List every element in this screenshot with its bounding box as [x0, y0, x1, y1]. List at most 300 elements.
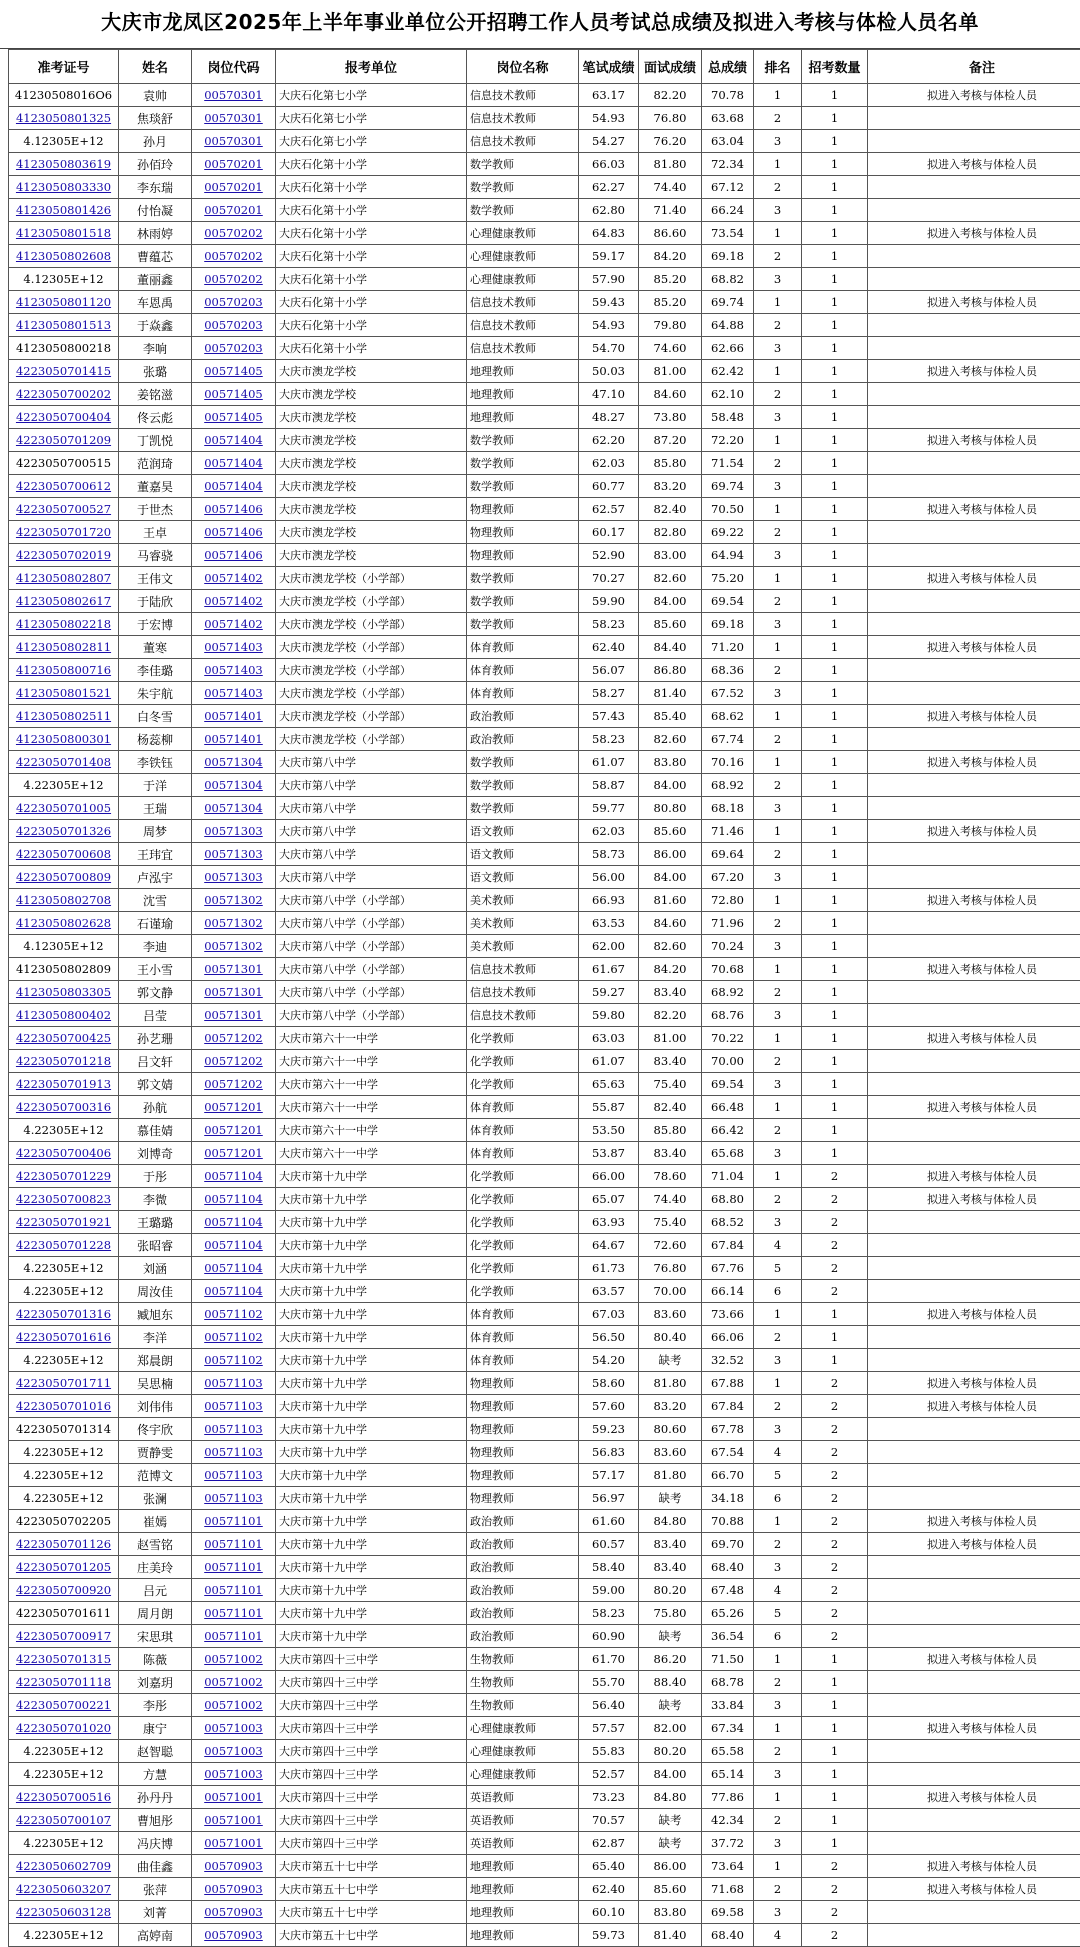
cell-exam-id: [9, 1326, 119, 1349]
exam-id-link[interactable]: 4223050701005: [16, 801, 111, 815]
position-code-link[interactable]: 00571403: [204, 640, 263, 654]
cell-rank: 2: [754, 1326, 802, 1349]
cell-interview-score: 80.40: [639, 1326, 702, 1349]
exam-id-link[interactable]: 4223050700516: [16, 1790, 111, 1804]
position-code-link[interactable]: 00571103: [204, 1376, 263, 1390]
table-row: [9, 751, 1080, 774]
table-row: [9, 1648, 1080, 1671]
cell-rank: 6: [754, 1625, 802, 1648]
cell-position-name: 信息技术教师: [467, 1004, 579, 1027]
cell-unit: 大庆石化第十小学: [276, 199, 467, 222]
cell-quota: 2: [802, 1418, 868, 1441]
cell-interview-score: 81.00: [639, 360, 702, 383]
position-code-link[interactable]: 00571102: [204, 1353, 263, 1367]
position-code-link[interactable]: 00571201: [204, 1123, 263, 1137]
exam-id-link[interactable]: 4123050801120: [16, 295, 111, 309]
position-code-link[interactable]: 00571003: [204, 1744, 263, 1758]
cell-position-code: [192, 1004, 276, 1027]
exam-id-link[interactable]: 4223050702019: [16, 548, 111, 562]
cell-quota: 2: [802, 1234, 868, 1257]
cell-name: 付怡凝: [119, 199, 192, 222]
position-code-link[interactable]: 00571103: [204, 1491, 263, 1505]
position-code-link[interactable]: 00570301: [204, 134, 263, 148]
position-code-link[interactable]: 00570202: [204, 249, 263, 263]
table-row: [9, 268, 1080, 291]
cell-name: 车恩禹: [119, 291, 192, 314]
position-code-link[interactable]: 00570203: [204, 341, 263, 355]
position-code-link[interactable]: 00571201: [204, 1146, 263, 1160]
cell-position-code: [192, 866, 276, 889]
position-code-link[interactable]: 00571102: [204, 1330, 263, 1344]
exam-id-link[interactable]: 4223050700823: [16, 1192, 111, 1206]
exam-id-link[interactable]: 4223050701711: [16, 1376, 111, 1390]
exam-id-link[interactable]: 4123050801518: [16, 226, 111, 240]
position-code-link[interactable]: 00571103: [204, 1422, 263, 1436]
exam-id-link[interactable]: 4123050803305: [16, 985, 111, 999]
cell-remark: 拟进入考核与体检人员: [868, 1533, 1080, 1556]
cell-total-score: 62.10: [702, 383, 754, 406]
table-row: [9, 981, 1080, 1004]
cell-remark: [868, 981, 1080, 1004]
position-code-link[interactable]: 00571405: [204, 387, 263, 401]
cell-interview-score: 85.60: [639, 820, 702, 843]
position-code-link[interactable]: 00571001: [204, 1790, 263, 1804]
exam-id-link[interactable]: 4223050700202: [16, 387, 111, 401]
exam-id-link[interactable]: 4223050701408: [16, 755, 111, 769]
cell-position-code: [192, 981, 276, 1004]
position-code-link[interactable]: 00570201: [204, 203, 263, 217]
cell-total-score: 69.54: [702, 590, 754, 613]
cell-interview-score: 86.00: [639, 843, 702, 866]
cell-written-score: 63.17: [579, 84, 639, 107]
cell-unit: 大庆市澳龙学校（小学部）: [276, 590, 467, 613]
exam-id-link[interactable]: 4223050700917: [16, 1629, 111, 1643]
cell-interview-score: 85.20: [639, 268, 702, 291]
cell-exam-id: [9, 1901, 119, 1924]
exam-id-link[interactable]: 4223050701921: [16, 1215, 111, 1229]
cell-quota: 2: [802, 1533, 868, 1556]
cell-total-score: 68.92: [702, 774, 754, 797]
table-row: [9, 1901, 1080, 1924]
position-code-link[interactable]: 00571101: [204, 1629, 263, 1643]
cell-quota: 1: [802, 383, 868, 406]
cell-exam-id: 4.12305E+12: [9, 935, 119, 958]
cell-position-code: [192, 222, 276, 245]
position-code-link[interactable]: 00571002: [204, 1652, 263, 1666]
exam-id-link[interactable]: 4223050700809: [16, 870, 111, 884]
exam-id-link[interactable]: 4123050802218: [16, 617, 111, 631]
position-code-link[interactable]: 00571002: [204, 1675, 263, 1689]
position-code-link[interactable]: 00570903: [204, 1928, 263, 1942]
cell-unit: 大庆市第十九中学: [276, 1464, 467, 1487]
cell-unit: 大庆市第八中学: [276, 866, 467, 889]
position-code-link[interactable]: 00571405: [204, 364, 263, 378]
cell-rank: 1: [754, 1786, 802, 1809]
cell-interview-score: 86.60: [639, 222, 702, 245]
position-code-link[interactable]: 00571101: [204, 1537, 263, 1551]
cell-total-score: 68.76: [702, 1004, 754, 1027]
cell-total-score: 65.26: [702, 1602, 754, 1625]
exam-id-link[interactable]: 4223050701316: [16, 1307, 111, 1321]
cell-position-name: 美术教师: [467, 912, 579, 935]
position-code-link[interactable]: 00571402: [204, 571, 263, 585]
cell-unit: 大庆市澳龙学校（小学部）: [276, 705, 467, 728]
position-code-link[interactable]: 00571103: [204, 1468, 263, 1482]
cell-name: 白冬雪: [119, 705, 192, 728]
cell-position-name: 语文教师: [467, 866, 579, 889]
cell-name: 李东瑞: [119, 176, 192, 199]
cell-remark: 拟进入考核与体检人员: [868, 1395, 1080, 1418]
exam-id-link[interactable]: 4223050701228: [16, 1238, 111, 1252]
cell-exam-id: 4.22305E+12: [9, 1924, 119, 1947]
cell-position-code: [192, 1556, 276, 1579]
exam-id-link[interactable]: 4223050700406: [16, 1146, 111, 1160]
table-body: [9, 84, 1080, 1947]
cell-exam-id: [9, 912, 119, 935]
position-code-link[interactable]: 00571304: [204, 755, 263, 769]
position-code-link[interactable]: 00570301: [204, 111, 263, 125]
position-code-link[interactable]: 00571301: [204, 1008, 263, 1022]
table-row: [9, 774, 1080, 797]
cell-rank: 3: [754, 1418, 802, 1441]
position-code-link[interactable]: 00571101: [204, 1560, 263, 1574]
position-code-link[interactable]: 00571302: [204, 939, 263, 953]
position-code-link[interactable]: 00571303: [204, 824, 263, 838]
cell-quota: 1: [802, 1073, 868, 1096]
cell-interview-score: 74.60: [639, 337, 702, 360]
position-code-link[interactable]: 00571104: [204, 1169, 263, 1183]
exam-id-link[interactable]: 4223050700107: [16, 1813, 111, 1827]
exam-id-link[interactable]: 4123050803330: [16, 180, 111, 194]
position-code-link[interactable]: 00571104: [204, 1284, 263, 1298]
cell-total-score: 71.20: [702, 636, 754, 659]
exam-id-link[interactable]: 4223050603128: [16, 1905, 111, 1919]
cell-quota: 1: [802, 797, 868, 820]
exam-id-link[interactable]: 4123050801513: [16, 318, 111, 332]
cell-unit: 大庆市澳龙学校（小学部）: [276, 613, 467, 636]
cell-exam-id: [9, 360, 119, 383]
cell-quota: 2: [802, 1188, 868, 1211]
cell-position-name: 体育教师: [467, 1326, 579, 1349]
position-code-link[interactable]: 00571403: [204, 686, 263, 700]
cell-total-score: 64.88: [702, 314, 754, 337]
position-code-link[interactable]: 00571406: [204, 548, 263, 562]
cell-interview-score: 缺考: [639, 1832, 702, 1855]
exam-id-link[interactable]: 4223050700316: [16, 1100, 111, 1114]
exam-id-link[interactable]: 4223050701913: [16, 1077, 111, 1091]
cell-unit: 大庆市澳龙学校: [276, 521, 467, 544]
position-code-link[interactable]: 00571201: [204, 1100, 263, 1114]
cell-exam-id: 4.22305E+12: [9, 1349, 119, 1372]
exam-id-link[interactable]: 4223050701616: [16, 1330, 111, 1344]
table-row: [9, 1556, 1080, 1579]
cell-name: 曹蕴芯: [119, 245, 192, 268]
cell-total-score: 69.74: [702, 475, 754, 498]
table-row: [9, 1188, 1080, 1211]
exam-id-link[interactable]: 4223050602709: [16, 1859, 111, 1873]
position-code-link[interactable]: 00571304: [204, 778, 263, 792]
position-code-link[interactable]: 00571302: [204, 916, 263, 930]
cell-total-score: 67.84: [702, 1234, 754, 1257]
exam-id-link[interactable]: 4223050701118: [16, 1675, 111, 1689]
position-code-link[interactable]: 00571406: [204, 525, 263, 539]
position-code-link[interactable]: 00571202: [204, 1077, 263, 1091]
exam-id-link[interactable]: 4123050802617: [16, 594, 111, 608]
cell-rank: 3: [754, 199, 802, 222]
position-code-link[interactable]: 00571402: [204, 594, 263, 608]
cell-total-score: 71.96: [702, 912, 754, 935]
exam-id-link[interactable]: 4123050801325: [16, 111, 111, 125]
position-code-link[interactable]: 00570301: [204, 88, 263, 102]
cell-unit: 大庆市第五十七中学: [276, 1901, 467, 1924]
exam-id-link[interactable]: 4223050700920: [16, 1583, 111, 1597]
table-row: [9, 475, 1080, 498]
position-code-link[interactable]: 00571104: [204, 1261, 263, 1275]
cell-name: 孙艺珊: [119, 1027, 192, 1050]
cell-position-code: [192, 1234, 276, 1257]
cell-position-name: 物理教师: [467, 1487, 579, 1510]
cell-remark: [868, 1832, 1080, 1855]
position-code-link[interactable]: 00570903: [204, 1905, 263, 1919]
position-code-link[interactable]: 00570201: [204, 180, 263, 194]
cell-interview-score: 83.40: [639, 1556, 702, 1579]
cell-name: 孙航: [119, 1096, 192, 1119]
exam-id-link[interactable]: 4123050801426: [16, 203, 111, 217]
position-code-link[interactable]: 00571001: [204, 1836, 263, 1850]
cell-remark: [868, 912, 1080, 935]
cell-written-score: 62.20: [579, 429, 639, 452]
exam-id-link[interactable]: 4223050701209: [16, 433, 111, 447]
table-row: [9, 912, 1080, 935]
exam-id-link[interactable]: 4223050603207: [16, 1882, 111, 1896]
exam-id-link[interactable]: 4223050700404: [16, 410, 111, 424]
cell-quota: 1: [802, 751, 868, 774]
cell-name: 袁帅: [119, 84, 192, 107]
cell-rank: 1: [754, 360, 802, 383]
position-code-link[interactable]: 00570903: [204, 1882, 263, 1896]
cell-position-name: 政治教师: [467, 1602, 579, 1625]
cell-rank: 3: [754, 1142, 802, 1165]
exam-id-link[interactable]: 4223050700221: [16, 1698, 111, 1712]
position-code-link[interactable]: 00570202: [204, 272, 263, 286]
position-code-link[interactable]: 00571002: [204, 1698, 263, 1712]
cell-total-score: 68.92: [702, 981, 754, 1004]
cell-exam-id: 4.22305E+12: [9, 774, 119, 797]
position-code-link[interactable]: 00571202: [204, 1054, 263, 1068]
table-row: [9, 1004, 1080, 1027]
exam-id-link[interactable]: 4223050701415: [16, 364, 111, 378]
exam-id-link[interactable]: 4223050700425: [16, 1031, 111, 1045]
cell-position-name: 物理教师: [467, 521, 579, 544]
cell-written-score: 55.83: [579, 1740, 639, 1763]
position-code-link[interactable]: 00571303: [204, 870, 263, 884]
cell-quota: 1: [802, 820, 868, 843]
position-code-link[interactable]: 00571404: [204, 456, 263, 470]
cell-quota: 2: [802, 1441, 868, 1464]
cell-rank: 3: [754, 1832, 802, 1855]
position-code-link[interactable]: 00571402: [204, 617, 263, 631]
cell-unit: 大庆市第十九中学: [276, 1188, 467, 1211]
exam-id-link[interactable]: 4223050700527: [16, 502, 111, 516]
cell-name: 高婷南: [119, 1924, 192, 1947]
cell-interview-score: 70.00: [639, 1280, 702, 1303]
cell-unit: 大庆市第八中学（小学部）: [276, 889, 467, 912]
cell-remark: [868, 797, 1080, 820]
position-code-link[interactable]: 00571404: [204, 433, 263, 447]
position-code-link[interactable]: 00571302: [204, 893, 263, 907]
cell-quota: 1: [802, 1832, 868, 1855]
cell-position-name: 生物教师: [467, 1671, 579, 1694]
cell-position-name: 信息技术教师: [467, 981, 579, 1004]
exam-id-link[interactable]: 4123050802628: [16, 916, 111, 930]
position-code-link[interactable]: 00571401: [204, 732, 263, 746]
cell-quota: 2: [802, 1556, 868, 1579]
position-code-link[interactable]: 00571301: [204, 985, 263, 999]
position-code-link[interactable]: 00571102: [204, 1307, 263, 1321]
cell-interview-score: 81.80: [639, 153, 702, 176]
table-header-row: [9, 50, 1080, 84]
position-code-link[interactable]: 00571401: [204, 709, 263, 723]
cell-position-code: [192, 1188, 276, 1211]
exam-id-link[interactable]: 4223050700612: [16, 479, 111, 493]
cell-position-name: 信息技术教师: [467, 107, 579, 130]
exam-id-link[interactable]: 4123050802708: [16, 893, 111, 907]
exam-id-link[interactable]: 4123050801521: [16, 686, 111, 700]
position-code-link[interactable]: 00570203: [204, 318, 263, 332]
cell-interview-score: 84.00: [639, 866, 702, 889]
cell-remark: 拟进入考核与体检人员: [868, 705, 1080, 728]
exam-id-link[interactable]: 4123050803619: [16, 157, 111, 171]
position-code-link[interactable]: 00571301: [204, 962, 263, 976]
cell-exam-id: [9, 797, 119, 820]
cell-written-score: 56.07: [579, 659, 639, 682]
cell-position-name: 化学教师: [467, 1027, 579, 1050]
cell-position-name: 物理教师: [467, 1395, 579, 1418]
exam-id-link[interactable]: 4223050701720: [16, 525, 111, 539]
exam-id-link[interactable]: 4123050802807: [16, 571, 111, 585]
cell-unit: 大庆市第十九中学: [276, 1625, 467, 1648]
cell-rank: 2: [754, 1050, 802, 1073]
position-code-link[interactable]: 00570201: [204, 157, 263, 171]
cell-interview-score: 75.40: [639, 1073, 702, 1096]
position-code-link[interactable]: 00571003: [204, 1721, 263, 1735]
table-row: [9, 682, 1080, 705]
cell-exam-id: [9, 1096, 119, 1119]
position-code-link[interactable]: 00571104: [204, 1192, 263, 1206]
exam-id-link[interactable]: 4223050700608: [16, 847, 111, 861]
position-code-link[interactable]: 00571406: [204, 502, 263, 516]
cell-exam-id: [9, 1188, 119, 1211]
cell-written-score: 50.03: [579, 360, 639, 383]
position-code-link[interactable]: 00571104: [204, 1215, 263, 1229]
exam-id-link[interactable]: 4223050701016: [16, 1399, 111, 1413]
exam-id-link[interactable]: 4223050701218: [16, 1054, 111, 1068]
exam-id-link[interactable]: 4223050701126: [16, 1537, 111, 1551]
position-code-link[interactable]: 00571101: [204, 1514, 263, 1528]
cell-exam-id: [9, 1372, 119, 1395]
exam-id-link[interactable]: 4223050701229: [16, 1169, 111, 1183]
exam-id-link[interactable]: 4223050701326: [16, 824, 111, 838]
position-code-link[interactable]: 00571202: [204, 1031, 263, 1045]
position-code-link[interactable]: 00571003: [204, 1767, 263, 1781]
position-code-link[interactable]: 00570903: [204, 1859, 263, 1873]
position-code-link[interactable]: 00571405: [204, 410, 263, 424]
exam-id-link[interactable]: 4123050800716: [16, 663, 111, 677]
cell-exam-id: [9, 866, 119, 889]
cell-quota: 1: [802, 1809, 868, 1832]
exam-id-link[interactable]: 4123050802511: [16, 709, 111, 723]
exam-id-link[interactable]: 4223050701020: [16, 1721, 111, 1735]
cell-total-score: 33.84: [702, 1694, 754, 1717]
position-code-link[interactable]: 00571303: [204, 847, 263, 861]
table-row: [9, 705, 1080, 728]
exam-id-link[interactable]: 4223050701315: [16, 1652, 111, 1666]
cell-quota: 1: [802, 1326, 868, 1349]
position-code-link[interactable]: 00571103: [204, 1445, 263, 1459]
position-code-link[interactable]: 00571304: [204, 801, 263, 815]
cell-rank: 3: [754, 866, 802, 889]
cell-position-name: 化学教师: [467, 1050, 579, 1073]
cell-remark: [868, 866, 1080, 889]
position-code-link[interactable]: 00571103: [204, 1399, 263, 1413]
cell-written-score: 73.23: [579, 1786, 639, 1809]
table-row: [9, 1257, 1080, 1280]
exam-id-link[interactable]: 4223050701205: [16, 1560, 111, 1574]
cell-unit: 大庆市第八中学（小学部）: [276, 1004, 467, 1027]
cell-total-score: 63.68: [702, 107, 754, 130]
cell-remark: 拟进入考核与体检人员: [868, 291, 1080, 314]
exam-id-link[interactable]: 4123050802608: [16, 249, 111, 263]
cell-rank: 1: [754, 636, 802, 659]
cell-unit: 大庆市第四十三中学: [276, 1671, 467, 1694]
cell-position-name: 物理教师: [467, 1464, 579, 1487]
position-code-link[interactable]: 00571403: [204, 663, 263, 677]
cell-interview-score: 84.00: [639, 1763, 702, 1786]
exam-id-link[interactable]: 4123050800402: [16, 1008, 111, 1022]
cell-written-score: 58.23: [579, 1602, 639, 1625]
position-code-link[interactable]: 00571101: [204, 1606, 263, 1620]
header-rank: 排名: [754, 50, 802, 84]
results-table: [8, 49, 1080, 1947]
cell-unit: 大庆市第十九中学: [276, 1487, 467, 1510]
cell-position-code: [192, 1694, 276, 1717]
position-code-link[interactable]: 00571104: [204, 1238, 263, 1252]
cell-rank: 1: [754, 1165, 802, 1188]
exam-id-link[interactable]: 4123050800301: [16, 732, 111, 746]
position-code-link[interactable]: 00571404: [204, 479, 263, 493]
exam-id-link[interactable]: 4123050802811: [16, 640, 111, 654]
cell-rank: 2: [754, 107, 802, 130]
cell-remark: [868, 383, 1080, 406]
table-row: [9, 1855, 1080, 1878]
cell-written-score: 52.90: [579, 544, 639, 567]
position-code-link[interactable]: 00571001: [204, 1813, 263, 1827]
cell-name: 朱宇航: [119, 682, 192, 705]
table-row: [9, 1487, 1080, 1510]
cell-name: 方慧: [119, 1763, 192, 1786]
cell-interview-score: 85.80: [639, 452, 702, 475]
cell-name: 郭文静: [119, 981, 192, 1004]
cell-rank: 3: [754, 613, 802, 636]
table-row: [9, 1326, 1080, 1349]
position-code-link[interactable]: 00570203: [204, 295, 263, 309]
cell-unit: 大庆市第十九中学: [276, 1533, 467, 1556]
position-code-link[interactable]: 00570202: [204, 226, 263, 240]
cell-total-score: 69.22: [702, 521, 754, 544]
position-code-link[interactable]: 00571101: [204, 1583, 263, 1597]
cell-unit: 大庆市澳龙学校（小学部）: [276, 636, 467, 659]
cell-unit: 大庆市澳龙学校: [276, 383, 467, 406]
